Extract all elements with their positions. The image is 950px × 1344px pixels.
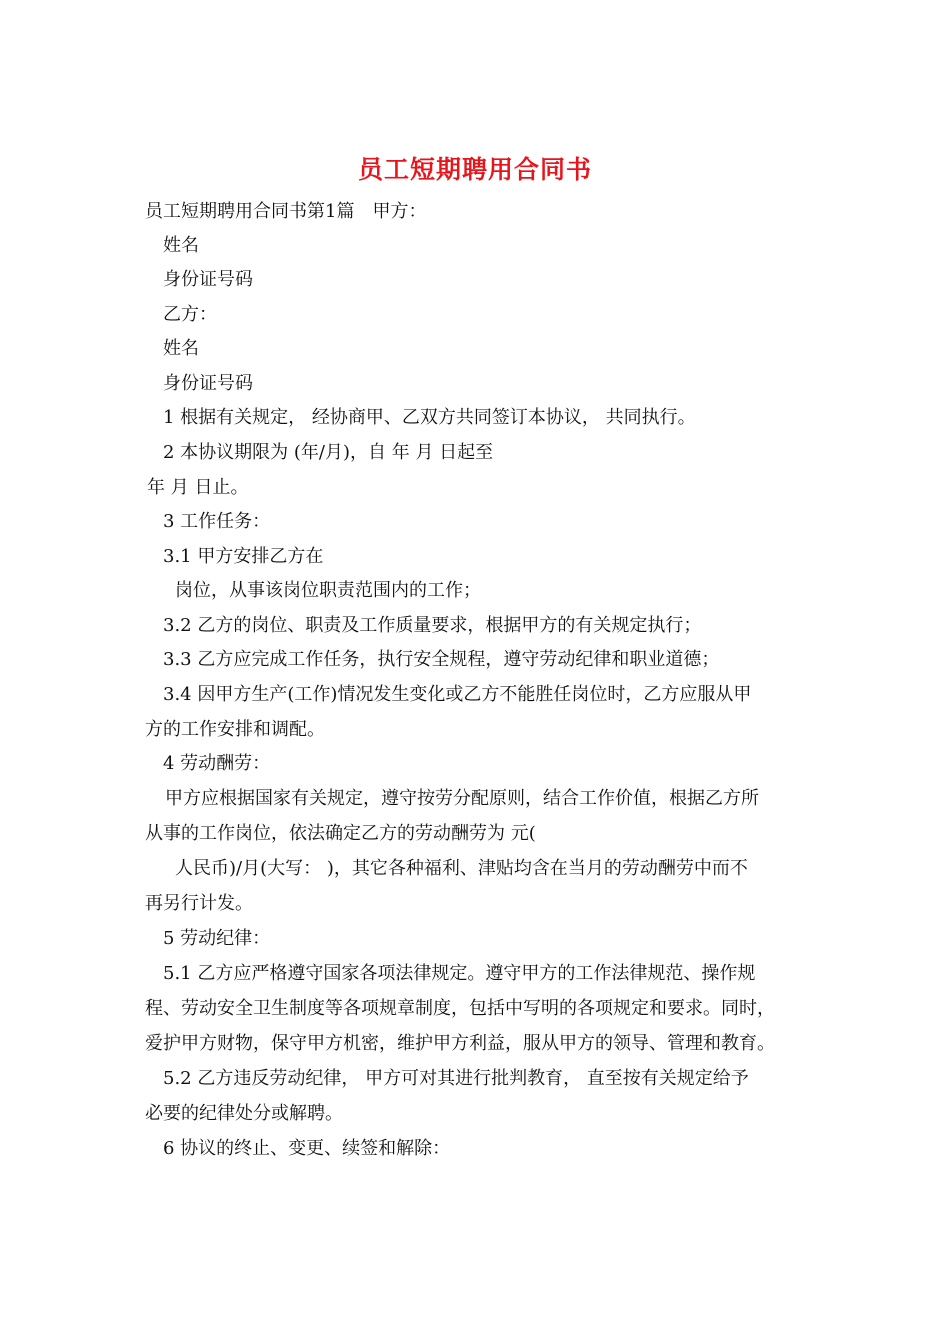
text-line: 5.2 乙方违反劳动纪律， 甲方可对其进行批判教育， 直至按有关规定给予 (163, 1068, 749, 1089)
text-line: 乙方： (163, 304, 217, 325)
text-line: 6 协议的终止、变更、续签和解除： (163, 1138, 451, 1159)
text-line: 姓名 (163, 338, 199, 359)
text-line: 5.1 乙方应严格遵守国家各项法律规定。遵守甲方的工作法律规范、操作规 (163, 963, 756, 984)
text-line: 再另行计发。 (145, 893, 253, 914)
text-line: 身份证号码 (163, 373, 253, 394)
text-line: 甲方应根据国家有关规定，遵守按劳分配原则，结合工作价值，根据乙方所 (165, 788, 759, 809)
text-line: 从事的工作岗位，依法确定乙方的劳动酬劳为 元( (145, 823, 536, 844)
text-line: 2 本协议期限为 (年/月)，自 年 月 日起至 (163, 442, 494, 463)
text-line: 3.1 甲方安排乙方在 (163, 546, 324, 567)
text-line: 人民币)/月(大写： )，其它各种福利、津贴均含在当月的劳动酬劳中而不 (175, 858, 748, 879)
text-line: 爱护甲方财物，保守甲方机密，维护甲方利益，服从甲方的领导、管理和教育。 (145, 1033, 775, 1054)
text-line: 3.3 乙方应完成工作任务，执行安全规程，遵守劳动纪律和职业道德； (163, 649, 720, 670)
text-line: 员工短期聘用合同书第1篇 甲方： (145, 201, 427, 222)
text-line: 方的工作安排和调配。 (145, 719, 325, 740)
text-line: 岗位，从事该岗位职责范围内的工作； (175, 580, 481, 601)
text-line: 5 劳动纪律： (163, 928, 271, 949)
text-line: 3.4 因甲方生产(工作)情况发生变化或乙方不能胜任岗位时，乙方应服从甲 (163, 684, 752, 705)
text-line: 姓名 (163, 235, 199, 256)
text-line: 身份证号码 (163, 269, 253, 290)
text-line: 1 根据有关规定， 经协商甲、乙双方共同签订本协议， 共同执行。 (163, 407, 696, 428)
text-line: 年 月 日止。 (147, 477, 249, 498)
document-title: 员工短期聘用合同书 (357, 155, 592, 184)
text-line: 3 工作任务： (163, 511, 271, 532)
text-line: 3.2 乙方的岗位、职责及工作质量要求，根据甲方的有关规定执行； (163, 615, 702, 636)
text-line: 必要的纪律处分或解聘。 (145, 1103, 343, 1124)
text-line: 4 劳动酬劳： (163, 753, 271, 774)
text-line: 程、劳动安全卫生制度等各项规章制度，包括中写明的各项规定和要求。同时， (145, 998, 775, 1019)
